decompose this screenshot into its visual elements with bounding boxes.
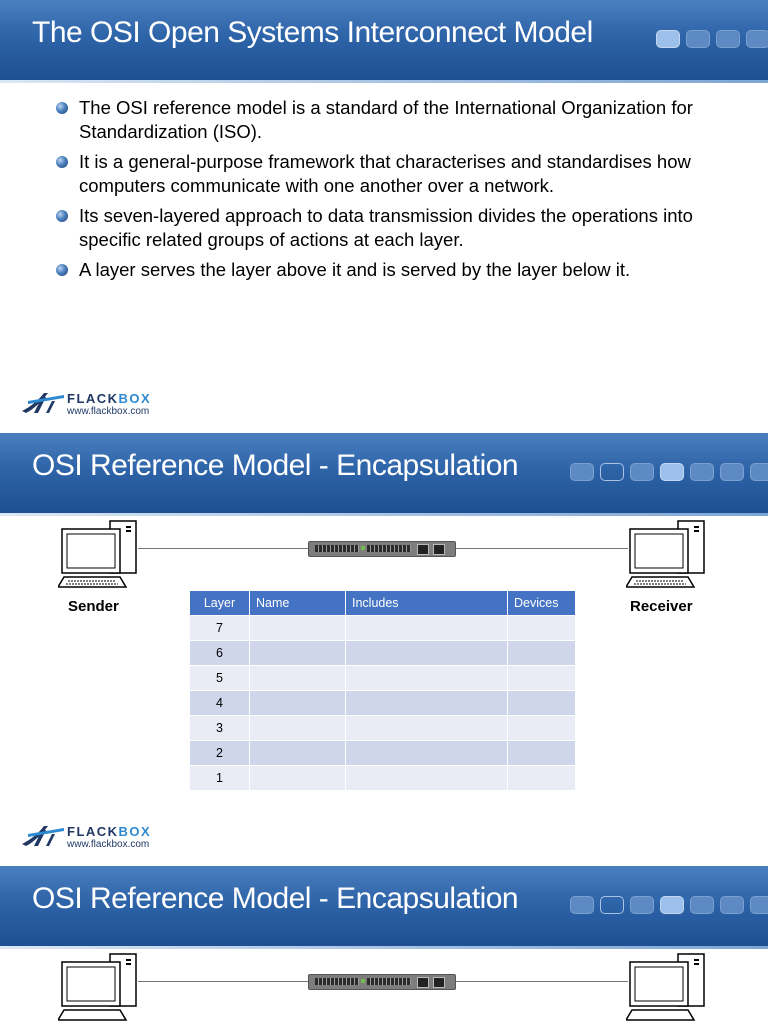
table-row — [190, 766, 576, 791]
devices-cell — [508, 716, 576, 741]
slide-encapsulation — [0, 433, 768, 866]
includes-cell — [346, 666, 508, 691]
bullet-item — [56, 150, 736, 198]
progress-pill — [600, 463, 624, 481]
receiver-label: Receiver — [630, 598, 693, 615]
progress-pill — [746, 30, 768, 48]
table-row — [190, 716, 576, 741]
name-cell — [250, 691, 346, 716]
bullet-item — [56, 204, 736, 252]
devices-cell — [508, 691, 576, 716]
logo-name: FLACKBOX — [67, 391, 152, 406]
layer-cell: 6 — [190, 641, 250, 666]
includes-cell — [346, 616, 508, 641]
name-cell — [250, 766, 346, 791]
desktop-computer-icon — [626, 952, 706, 1022]
bullet-item — [56, 96, 736, 144]
name-cell — [250, 641, 346, 666]
layer-cell: 3 — [190, 716, 250, 741]
progress-pill — [686, 30, 710, 48]
bullet-dot-icon — [56, 210, 68, 222]
bullet-item — [56, 258, 736, 282]
bullet-dot-icon — [56, 156, 68, 168]
devices-cell — [508, 666, 576, 691]
sender-label: Sender — [68, 598, 119, 615]
slide-osi-model — [0, 0, 768, 433]
bullet-dot-icon — [56, 102, 68, 114]
sender-computer — [58, 952, 138, 1024]
bullet-dot-icon — [56, 264, 68, 276]
column-header-layer: Layer — [190, 591, 250, 616]
flackbox-logo-icon — [20, 820, 66, 850]
progress-pills — [570, 896, 768, 914]
progress-pill — [720, 463, 744, 481]
progress-pill — [570, 896, 594, 914]
flackbox-logo-icon — [20, 387, 66, 417]
title-bar — [0, 433, 768, 516]
column-header-name: Name — [250, 591, 346, 616]
includes-cell — [346, 766, 508, 791]
desktop-computer-icon — [626, 519, 706, 589]
devices-cell — [508, 741, 576, 766]
name-cell — [250, 666, 346, 691]
logo-name: FLACKBOX — [67, 824, 152, 839]
progress-pill — [630, 896, 654, 914]
slide-title: OSI Reference Model - Encapsulation — [32, 882, 519, 915]
includes-cell — [346, 741, 508, 766]
osi-layer-table — [190, 591, 576, 790]
table-header-row — [190, 591, 576, 616]
includes-cell — [346, 716, 508, 741]
table-row — [190, 616, 576, 641]
slide-title: The OSI Open Systems Interconnect Model — [32, 16, 593, 49]
progress-pill — [656, 30, 680, 48]
includes-cell — [346, 641, 508, 666]
name-cell — [250, 716, 346, 741]
progress-pill — [570, 463, 594, 481]
bullet-text: The OSI reference model is a standard of the International Organization for Standardization (ISO). — [79, 97, 693, 142]
progress-pill — [716, 30, 740, 48]
slide-encapsulation-2 — [0, 866, 768, 1024]
column-header-includes: Includes — [346, 591, 508, 616]
network-switch-icon — [308, 541, 456, 557]
bullet-text: A layer serves the layer above it and is served by the layer below it. — [79, 259, 631, 280]
includes-cell — [346, 691, 508, 716]
layer-cell: 4 — [190, 691, 250, 716]
name-cell — [250, 616, 346, 641]
sender-computer — [58, 519, 138, 593]
progress-pills — [570, 463, 768, 481]
progress-pills — [656, 30, 768, 48]
progress-pill — [720, 896, 744, 914]
logo-url: www.flackbox.com — [67, 839, 150, 850]
devices-cell — [508, 616, 576, 641]
slide-title: OSI Reference Model - Encapsulation — [32, 449, 519, 482]
devices-cell — [508, 766, 576, 791]
title-bar — [0, 866, 768, 949]
layer-cell: 2 — [190, 741, 250, 766]
progress-pill — [600, 896, 624, 914]
progress-pill — [750, 463, 768, 481]
title-bar — [0, 0, 768, 83]
desktop-computer-icon — [58, 519, 138, 589]
network-switch-icon — [308, 974, 456, 990]
receiver-computer — [626, 519, 706, 593]
progress-pill — [660, 896, 684, 914]
desktop-computer-icon — [58, 952, 138, 1022]
layer-cell: 7 — [190, 616, 250, 641]
bullet-list — [56, 96, 736, 288]
flackbox-logo — [20, 820, 152, 850]
bullet-text: Its seven-layered approach to data transmission divides the operations into specific related groups of actions at each layer. — [79, 205, 693, 250]
column-header-devices: Devices — [508, 591, 576, 616]
bullet-text: It is a general-purpose framework that characterises and standardises how computers communicate with one another over a network. — [79, 151, 691, 196]
layer-cell: 5 — [190, 666, 250, 691]
progress-pill — [630, 463, 654, 481]
table-row — [190, 741, 576, 766]
progress-pill — [660, 463, 684, 481]
name-cell — [250, 741, 346, 766]
flackbox-logo — [20, 387, 152, 417]
table-row — [190, 641, 576, 666]
progress-pill — [690, 896, 714, 914]
progress-pill — [750, 896, 768, 914]
logo-url: www.flackbox.com — [67, 406, 150, 417]
receiver-computer — [626, 952, 706, 1024]
table-row — [190, 666, 576, 691]
layer-cell: 1 — [190, 766, 250, 791]
table-row — [190, 691, 576, 716]
devices-cell — [508, 641, 576, 666]
progress-pill — [690, 463, 714, 481]
